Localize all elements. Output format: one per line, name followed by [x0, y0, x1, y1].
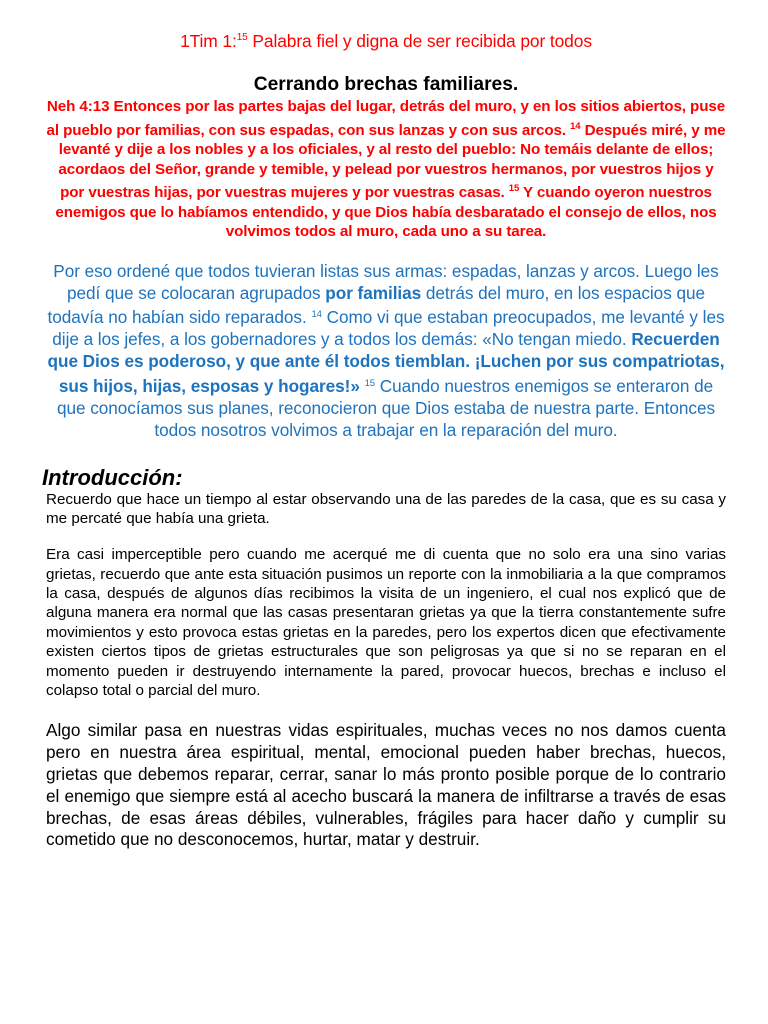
- document-page: [42, 0, 726, 851]
- intro-heading: Introducción:: [42, 465, 183, 491]
- verse-number-14: 14: [570, 120, 581, 132]
- verse-text: Palabra fiel y digna de ser recibida por todos: [247, 31, 592, 51]
- verse-number-14: 14: [311, 308, 322, 320]
- verse-ref: 1Tim 1:: [180, 31, 237, 51]
- sermon-title: Cerrando brechas familiares.: [253, 74, 519, 95]
- paraphrase-text: Como vi que estaban preocupados, me levanté y les dije a los jefes, a los gobernadores y a todos los demás: «No tengan miedo.: [52, 306, 725, 350]
- nehemiah-verse-14: Después miré, y me levanté y dije a los nobles y a los oficiales, y al resto del pueblo: No temáis delante de ellos; acordaos del Señor, grande y temible, y pelead por vuestros hermanos, por vuestros hijos y por vuestras hijas, por vuestras mujeres y por vuestras casas.: [58, 121, 726, 201]
- paraphrase-bold-text: Recuerden que Dios es poderoso, y que ante él todos tiemblan. ¡Luchen por sus compatriotas, sus hijos, hijas, esposas y hogares!»: [47, 329, 725, 396]
- paraphrase-text: detrás del muro, en los espacios que todavía no habían sido reparados.: [47, 282, 705, 327]
- paraphrase-text: Por eso ordené que todos tuvieran listas sus armas: espadas, lanzas y arcos. Luego les pedí que se colocaran agrupados: [53, 260, 719, 303]
- verse-number: 15: [236, 32, 248, 43]
- intro-paragraph-1: Recuerdo que hace un tiempo al estar observando una de las paredes de la casa, que es su casa y me percaté que había una grieta.: [46, 491, 726, 528]
- verse-number-15: 15: [364, 377, 376, 389]
- paraphrase-passage: [46, 260, 726, 442]
- paraphrase-text: Cuando nuestros enemigos se enteraron de que conocíamos sus planes, reconocieron que Dios estaba de nuestra parte. Entonces todos nosotros volvimos a trabajar en la reparación del muro.: [56, 375, 716, 440]
- intro-paragraph-3: Algo similar pasa en nuestras vidas espirituales, muchas veces no nos damos cuenta pero en nuestra área espiritual, mental, emocional pueden haber brechas, huecos, grietas que debemos reparar, cerrar, sanar lo más pronto posible porque de lo contrario el enemigo que siempre está al acecho buscará la manera de infiltrarse a través de esas brechas, de esas áreas débiles, vulnerables, frágiles para hacer daño y cumplir su cometido que no desconocemos, hurtar, matar y destruir.: [46, 720, 726, 850]
- nehemiah-verse-15: Y cuando oyeron nuestros enemigos que lo habíamos entendido, y que Dios había desbaratado el consejo de ellos, nos volvimos todos al muro, cada uno a su tarea.: [55, 184, 717, 240]
- nehemiah-verse-13: Neh 4:13 Entonces por las partes bajas del lugar, detrás del muro, y en los sitios abiertos, puse al pueblo por familias, con sus espadas, con sus lanzas y con sus arcos.: [46, 98, 726, 139]
- paraphrase-bold-text: por familias: [325, 282, 422, 303]
- nehemiah-passage: [46, 97, 726, 242]
- verse-number-15: 15: [508, 183, 520, 194]
- intro-paragraph-2: Era casi imperceptible pero cuando me acerqué me di cuenta que no solo era una sino varias grietas, recuerdo que ante esta situación pusimos un reporte con la inmobiliaria a la que compramos la casa, después de algunos días recibimos la visita de un ingeniero, el cual nos explicó que de alguna manera era normal que las casas presentaran grietas ya que la tierra constantemente sufre movimientos y esto provoca estas grietas en la paredes, pero los expertos dicen que efectivamente existen ciertos tipos de grietas estructurales que son peligrosas ya que si no se reparan en el momento pueden ir destruyendo internamente la pared, provocar huecos, brechas e incluso el colapso total o parcial del muro.: [46, 546, 726, 699]
- verse-header: [46, 27, 726, 52]
